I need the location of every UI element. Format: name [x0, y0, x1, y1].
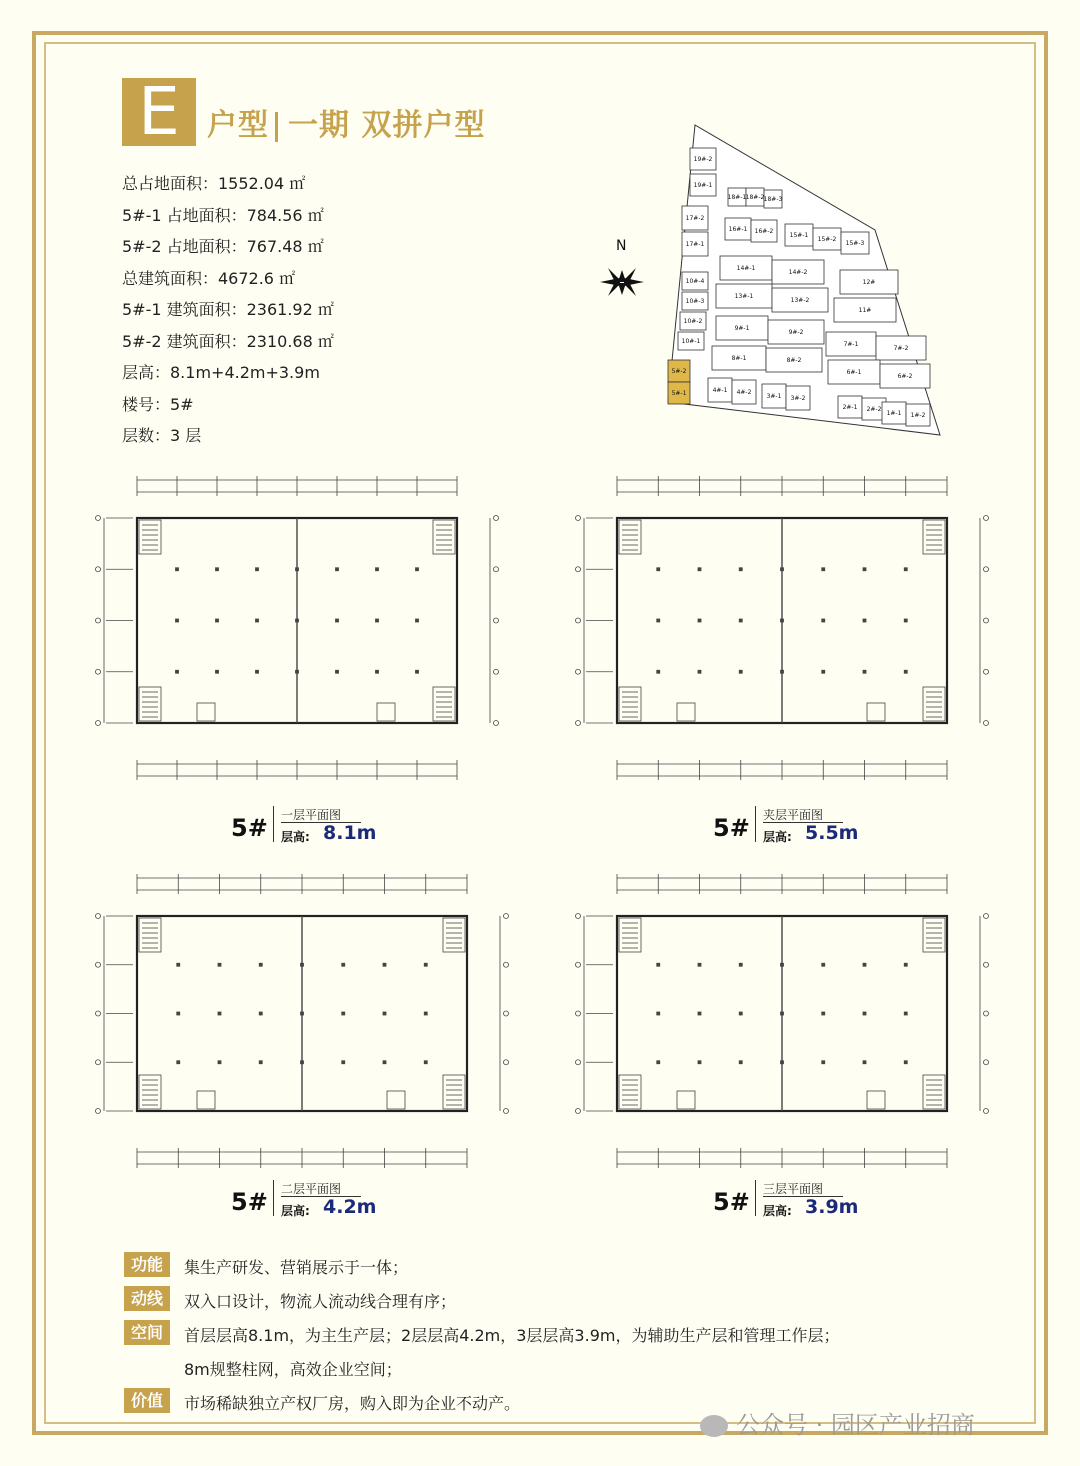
site-lot-label: 4#-1	[712, 387, 728, 394]
site-lot-label: 19#-1	[693, 182, 713, 189]
floor-plan-1	[92, 468, 502, 788]
site-lot-label: 5#-1	[671, 390, 687, 397]
spec-item: 5#-2 建筑面积：2310.68 ㎡	[122, 331, 334, 351]
watermark	[700, 1405, 975, 1440]
site-lot-label: 1#-1	[886, 410, 902, 417]
title-part-b: 一期 双拼户型	[288, 108, 486, 143]
feature-item	[124, 1284, 1044, 1318]
site-lot-label: 15#-3	[845, 240, 865, 247]
site-lot-label: 10#-2	[683, 318, 703, 325]
site-lot-label: 9#-1	[734, 325, 750, 332]
feature-tag: 空间	[124, 1320, 170, 1345]
site-lot-label: 17#-1	[685, 241, 705, 248]
site-lot-label: 18#-3	[763, 196, 783, 203]
site-lot-label: 11#	[858, 307, 872, 314]
site-lot-label: 13#-1	[734, 293, 754, 300]
site-lot-label: 4#-2	[736, 389, 752, 396]
height-value: 8.1m	[323, 822, 377, 844]
feature-text: 市场稀缺独立产权厂房，购入即为企业不动产。	[184, 1394, 521, 1413]
site-lot-label: 18#-1	[727, 194, 747, 201]
feature-text: 双入口设计，物流人流动线合理有序；	[184, 1292, 457, 1311]
spec-item: 5#-1 占地面积：784.56 ㎡	[122, 205, 324, 225]
building-number: 5#	[713, 814, 750, 842]
feature-tag: 动线	[124, 1286, 170, 1311]
page-title	[207, 100, 485, 144]
plan-title: 二层平面图	[281, 1182, 342, 1196]
spec-item: 总建筑面积：4672.6 ㎡	[122, 268, 296, 288]
spec-item: 层高：8.1m+4.2m+3.9m	[122, 363, 320, 382]
watermark-text: 公众号 · 园区产业招商	[736, 1411, 975, 1439]
site-lot-label: 10#-4	[685, 278, 705, 285]
title-part-a: 户型	[207, 108, 269, 143]
site-lot-label: 12#	[862, 279, 876, 286]
site-lot-label: 8#-1	[731, 355, 747, 362]
floor-plan-mezzanine-drawing	[572, 468, 992, 788]
site-lot-label: 17#-2	[685, 215, 705, 222]
spec-item: 5#-2 占地面积：767.48 ㎡	[122, 237, 324, 256]
site-lot-label: 7#-1	[843, 341, 859, 348]
height-label: 层高:	[281, 1204, 310, 1218]
compass-rose-icon	[600, 238, 644, 296]
plan-title: 夹层平面图	[763, 808, 824, 822]
height-value: 5.5m	[805, 822, 859, 844]
floor-plan-2-drawing	[92, 866, 512, 1176]
site-lot-label: 8#-2	[786, 357, 802, 364]
site-lot-label: 19#-2	[693, 156, 713, 163]
height-label: 层高:	[281, 830, 310, 844]
north-label: N	[616, 238, 627, 254]
site-lot-label: 3#-1	[766, 393, 782, 400]
site-lot-label: 2#-1	[842, 404, 858, 411]
feature-tag: 价值	[124, 1388, 170, 1413]
site-plan	[590, 120, 950, 450]
floor-plan-3-drawing	[572, 866, 992, 1176]
site-lot-label: 15#-1	[789, 232, 809, 239]
site-plan-drawing	[590, 120, 950, 450]
feature-item	[124, 1318, 1044, 1352]
site-lot-label: 6#-1	[846, 369, 862, 376]
wechat-icon	[700, 1415, 728, 1437]
site-lot-label: 6#-2	[897, 373, 913, 380]
building-number: 5#	[231, 1188, 268, 1216]
feature-list	[124, 1250, 1044, 1420]
height-label: 层高:	[763, 830, 792, 844]
height-value: 3.9m	[805, 1196, 859, 1218]
floor-plan-3	[572, 866, 992, 1176]
caption-divider	[755, 806, 756, 842]
feature-tag: 功能	[124, 1252, 170, 1277]
site-lot-label: 16#-1	[728, 226, 748, 233]
site-lot-label: 13#-2	[790, 297, 810, 304]
title-divider	[275, 112, 278, 142]
site-lot-label: 10#-3	[685, 298, 705, 305]
floor-plan-1-drawing	[92, 468, 502, 788]
feature-item	[124, 1250, 1044, 1284]
type-badge: E	[122, 78, 196, 146]
spec-item: 5#-1 建筑面积：2361.92 ㎡	[122, 300, 334, 319]
caption-divider	[755, 1180, 756, 1216]
feature-text: 8m规整柱网，高效企业空间；	[184, 1360, 402, 1379]
height-label: 层高:	[763, 1204, 792, 1218]
site-lot-label: 14#-1	[736, 265, 756, 272]
site-lot-label: 3#-2	[790, 395, 806, 402]
floor-plan-2	[92, 866, 512, 1176]
feature-text: 首层层高8.1m，为主生产层；2层层高4.2m，3层层高3.9m，为辅助生产层和管理工作层；	[184, 1326, 840, 1345]
spec-item: 总占地面积：1552.04 ㎡	[122, 174, 306, 193]
feature-text: 集生产研发、营销展示于一体；	[184, 1258, 409, 1277]
feature-item	[124, 1352, 1044, 1386]
spec-item: 层数：3 层	[122, 426, 202, 445]
height-value: 4.2m	[323, 1196, 377, 1218]
site-lot-label: 10#-1	[681, 338, 701, 345]
site-lot-label: 14#-2	[788, 269, 808, 276]
site-lot-label: 1#-2	[910, 412, 926, 419]
site-lot-label: 7#-2	[893, 345, 909, 352]
site-lot-label: 9#-2	[788, 329, 804, 336]
caption-divider	[273, 806, 274, 842]
building-number: 5#	[713, 1188, 750, 1216]
floor-plan-mezzanine	[572, 468, 992, 788]
site-lot-label: 18#-2	[745, 194, 765, 201]
site-lot-label: 2#-2	[866, 406, 882, 413]
plan-title: 三层平面图	[763, 1182, 824, 1196]
spec-list	[122, 168, 334, 452]
site-lot-label: 15#-2	[817, 236, 837, 243]
site-lot-label: 16#-2	[754, 228, 774, 235]
building-number: 5#	[231, 814, 268, 842]
caption-divider	[273, 1180, 274, 1216]
site-lot-label: 5#-2	[671, 368, 687, 375]
spec-item: 楼号：5#	[122, 394, 194, 414]
plan-title: 一层平面图	[281, 808, 342, 822]
